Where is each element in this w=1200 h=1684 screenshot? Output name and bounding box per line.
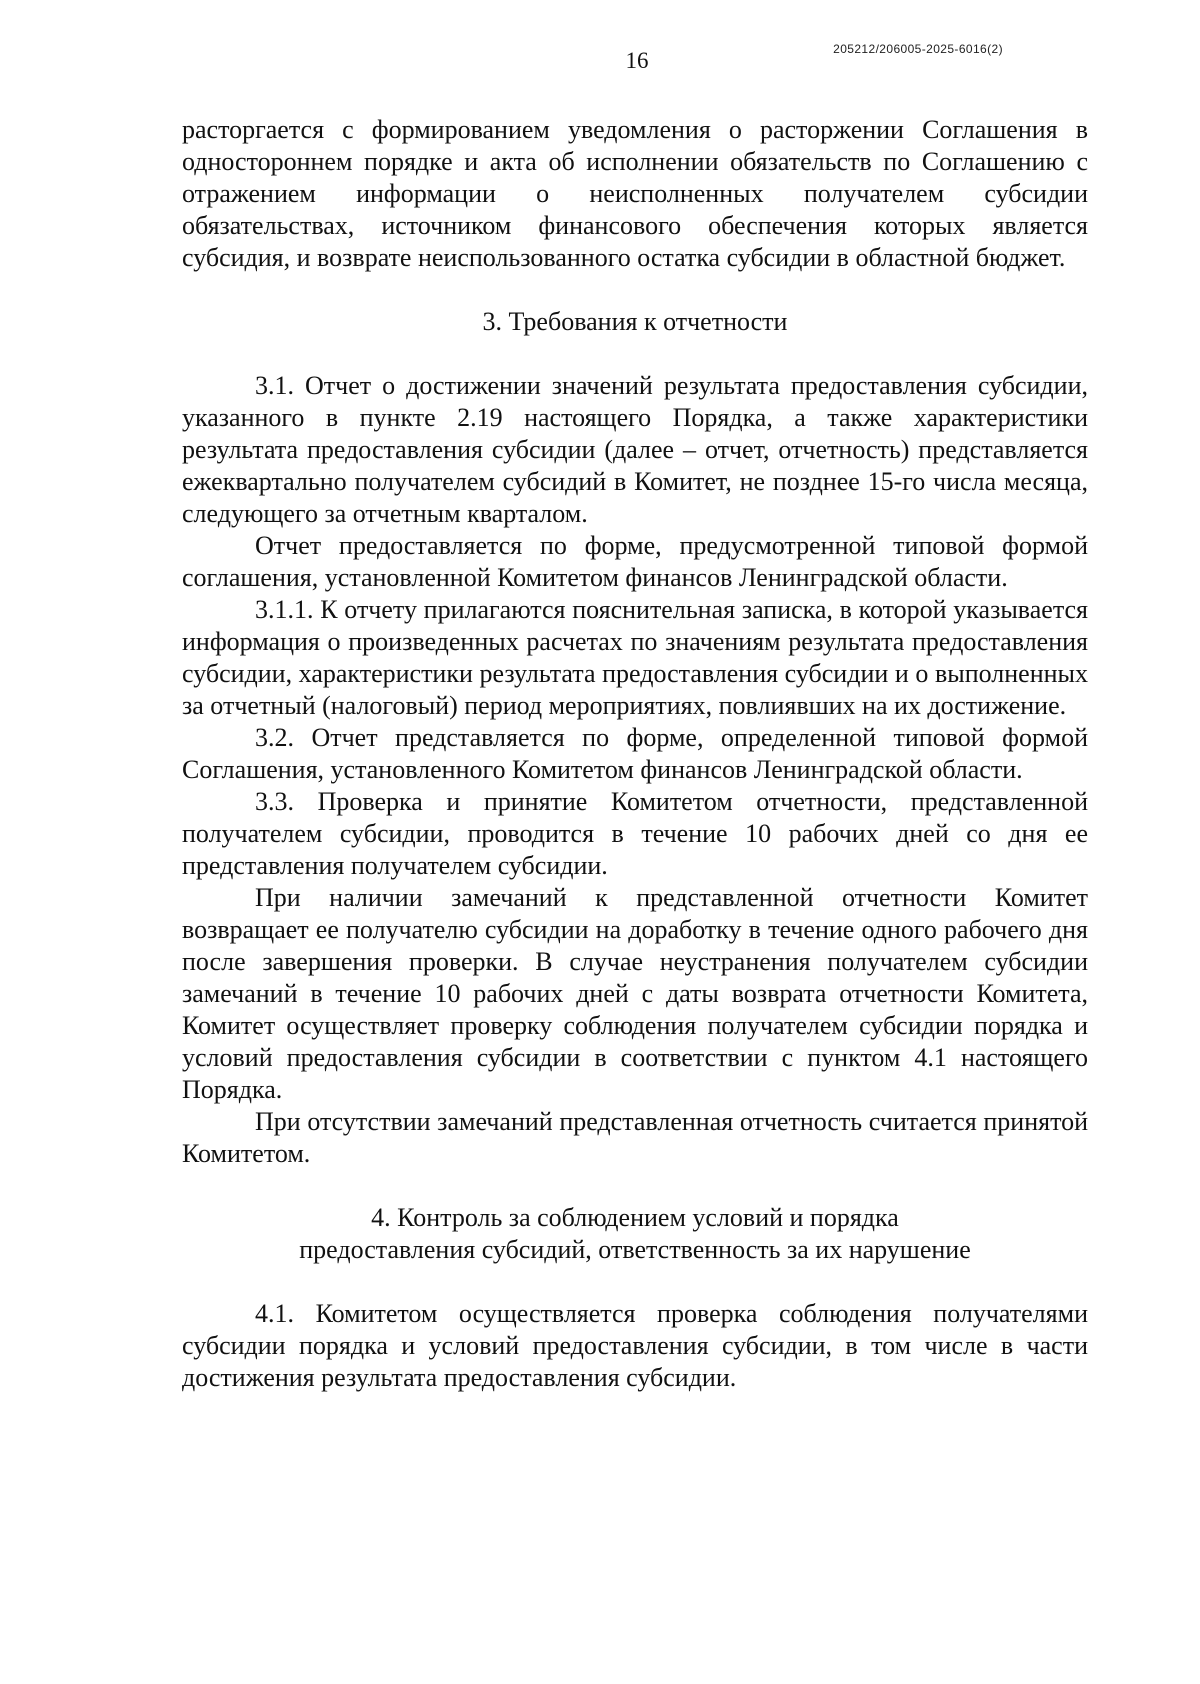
paragraph-3-1: 3.1. Отчет о достижении значений результата предоставления субсидии, указанного в пункте 2.19 настоящего Порядка, а также характеристики результата предоставления субсидии (далее – отчет, отчетность) представляется ежеквартально получателем субсидий в Комитет, не позднее 15-го числа месяца, следующего за отчетным кварталом.: [182, 371, 1088, 528]
section-3-heading: 3. Требования к отчетности: [482, 307, 788, 336]
paragraph-3-1-1: 3.1.1. К отчету прилагаются пояснительная записка, в которой указывается информация о произведенных расчетах по значениям результата предоставления субсидии, характеристики результата предоставления субсидии и о выполненных за отчетный (налоговый) период мероприятиях, повлиявших на их достижение.: [182, 595, 1088, 720]
paragraph-3-2: 3.2. Отчет представляется по форме, определенной типовой формой Соглашения, установленного Комитетом финансов Ленинградской области.: [182, 723, 1088, 784]
continuation-paragraph: расторгается с формированием уведомления о расторжении Соглашения в одностороннем порядке и акта об исполнении обязательств по Соглашению с отражением информации о неисполненных получателем субсидии обязательствах, источником финансового обеспечения которых является субсидия, и возврате неиспользованного остатка субсидии в областной бюджет.: [182, 115, 1088, 272]
paragraph-3-3: 3.3. Проверка и принятие Комитетом отчетности, представленной получателем субсидии, проводится в течение 10 рабочих дней со дня ее представления получателем субсидии.: [182, 787, 1088, 880]
paragraph-3-1-form: Отчет предоставляется по форме, предусмотренной типовой формой соглашения, установленной Комитетом финансов Ленинградской области.: [182, 531, 1088, 592]
paragraph-3-3-remarks: При наличии замечаний к представленной отчетности Комитет возвращает ее получателю субсидии на доработку в течение одного рабочего дня после завершения проверки. В случае неустранения получателем субсидии замечаний в течение 10 рабочих дней с даты возврата отчетности Комитета, Комитет осуществляет проверку соблюдения получателем субсидии порядка и условий предоставления субсидии в соответствии с пунктом 4.1 настоящего Порядка.: [182, 883, 1088, 1104]
page-number: 16: [625, 48, 649, 73]
paragraph-4-1: 4.1. Комитетом осуществляется проверка соблюдения получателями субсидии порядка и условий предоставления субсидии, в том числе в части достижения результата предоставления субсидии.: [182, 1299, 1088, 1392]
section-4-heading-line-2: предоставления субсидий, ответственность за их нарушение: [299, 1235, 971, 1264]
paragraph-3-3-accepted: При отсутствии замечаний представленная отчетность считается принятой Комитетом.: [182, 1107, 1088, 1168]
section-4-heading-line-1: 4. Контроль за соблюдением условий и порядка: [371, 1203, 899, 1232]
document-id: 205212/206005-2025-6016(2): [833, 42, 1003, 56]
document-body: [182, 114, 1088, 1394]
